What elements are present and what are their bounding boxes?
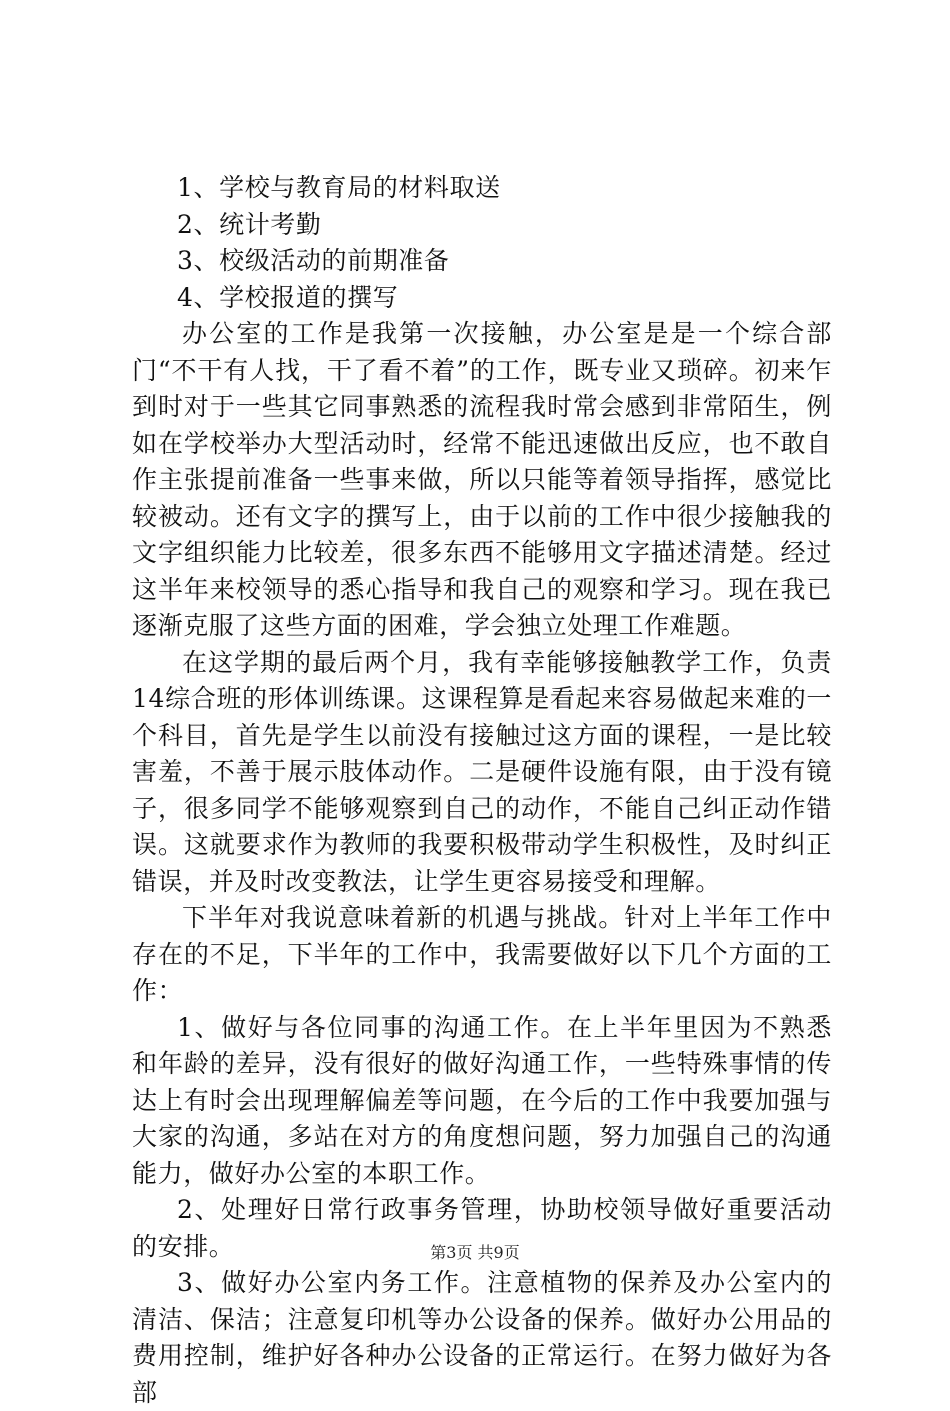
paragraph-second-half-plan: 下半年对我说意味着新的机遇与挑战。针对上半年工作中存在的不足，下半年的工作中，我需要做好以下几个方面的工作： bbox=[132, 903, 832, 1005]
list-item-activity-prep: 3、校级活动的前期准备 bbox=[177, 246, 450, 275]
paragraph-teaching-work: 在这学期的最后两个月，我有幸能够接触教学工作，负责14综合班的形体训练课。这课程算是看起来容易做起来难的一个科目，首先是学生以前没有接触过这方面的课程，一是比较害羞，不善于展示肢体动作。二是硬件设施有限，由于没有镜子，很多同学不能够观察到自己的动作，不能自己纠正动作错误。这就要求作为教师的我要积极带动学生积极性，及时纠正错误，并及时改变教法，让学生更容易接受和理解。 bbox=[132, 647, 832, 896]
plan-item-office-housekeeping: 3、做好办公室内务工作。注意植物的保养及办公室内的清洁、保洁；注意复印机等办公设备的保养。做好办公用品的费用控制，维护好各种办公设备的正常运行。在努力做好为各部 bbox=[132, 1268, 832, 1407]
list-item-report-writing: 4、学校报道的撰写 bbox=[177, 282, 399, 312]
paragraph-office-work: 办公室的工作是我第一次接触，办公室是是一个综合部门“不干有人找，干了看不着”的工作，既专业又琐碎。初来乍到时对于一些其它同事熟悉的流程我时常会感到非常陌生，例如在学校举办大型活动时，经常不能迅速做出反应，也不敢自作主张提前准备一些事来做，所以只能等着领导指挥，感觉比较被动。还有文字的撰写上，由于以前的工作中很少接触我的文字组织能力比较差，很多东西不能够用文字描述清楚。经过这半年来校领导的悉心指导和我自己的观察和学习。现在我已逐渐克服了这些方面的困难，学会独立处理工作难题。 bbox=[132, 319, 832, 640]
document-body bbox=[132, 170, 832, 1411]
plan-item-communication: 1、做好与各位同事的沟通工作。在上半年里因为不熟悉和年龄的差异，没有很好的做好沟通工作，一些特殊事情的传达上有时会出现理解偏差等问题，在今后的工作中我要加强与大家的沟通，多站在对方的角度想问题，努力加强自己的沟通能力，做好办公室的本职工作。 bbox=[132, 1012, 832, 1188]
plan-item-admin-affairs: 2、处理好日常行政事务管理，协助校领导做好重要活动的安排。 bbox=[132, 1195, 832, 1261]
list-item-material-delivery: 1、学校与教育局的材料取送 bbox=[177, 173, 501, 202]
list-item-attendance: 2、统计考勤 bbox=[177, 209, 322, 239]
page-number-footer: 第3页 共9页 bbox=[430, 1243, 520, 1262]
